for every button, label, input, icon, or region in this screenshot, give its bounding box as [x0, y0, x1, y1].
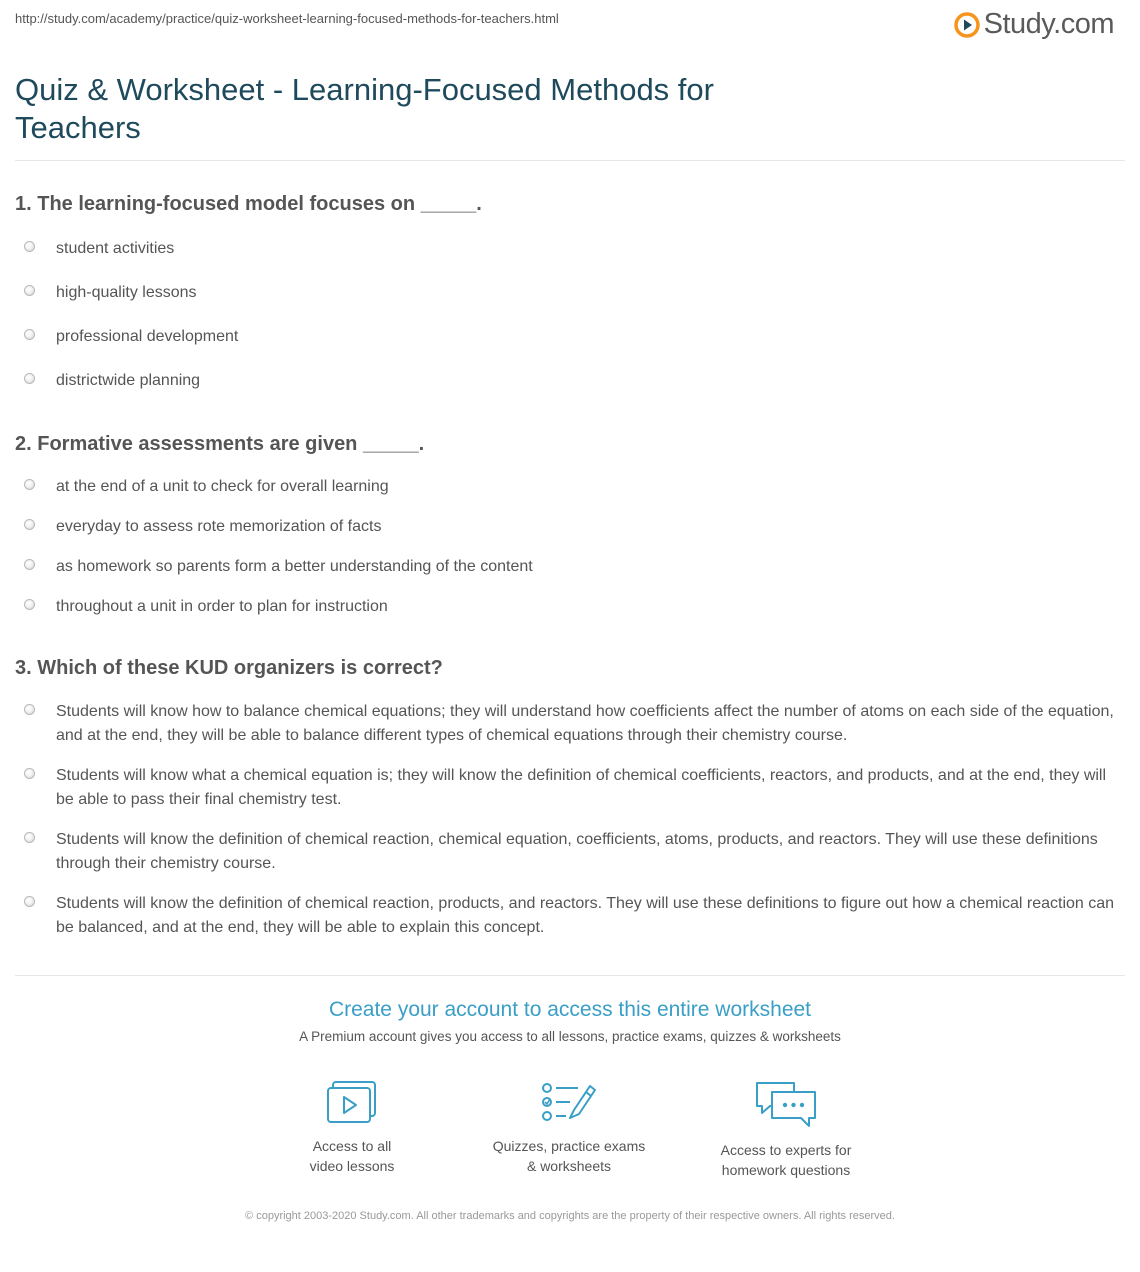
answer-text: Students will know how to balance chemical equations; they will understand how coefficients affect the number of atoms on each side of the equation, and at the end, they will be able to balance different types of chemical equations through their chemistry course.: [56, 703, 1114, 744]
radio-button[interactable]: [24, 285, 35, 296]
answer-option[interactable]: [15, 237, 1125, 261]
answer-option[interactable]: [15, 325, 1125, 349]
answer-option[interactable]: [15, 595, 1125, 619]
study-logo[interactable]: [954, 8, 1114, 41]
feature-label-line1: Access to all: [312, 1138, 392, 1154]
answer-option[interactable]: [15, 555, 1125, 579]
radio-button[interactable]: [24, 704, 35, 715]
answer-text: Students will know the definition of chemical reaction, products, and reactors. They will use these definitions to figure out how a chemical reaction can be balanced, and at the end, they will be able to explain this concept.: [56, 895, 1115, 936]
question-title: 3. Which of these KUD organizers is correct?: [15, 657, 443, 679]
answer-text: professional development: [56, 328, 239, 345]
answer-option[interactable]: [15, 475, 1125, 499]
answer-option[interactable]: [15, 764, 1125, 812]
answer-text: as homework so parents form a better understanding of the content: [56, 558, 533, 575]
radio-button[interactable]: [24, 373, 35, 384]
promo-subtitle: A Premium account gives you access to all lessons, practice exams, quizzes & worksheets: [299, 1029, 841, 1044]
radio-button[interactable]: [24, 519, 35, 530]
radio-button[interactable]: [24, 599, 35, 610]
page-url: http://study.com/academy/practice/quiz-worksheet-learning-focused-methods-for-teachers.html: [15, 11, 559, 26]
logo-text: Study.com: [983, 8, 1114, 40]
answer-text: high-quality lessons: [56, 284, 197, 301]
answer-option[interactable]: [15, 369, 1125, 393]
create-account-link[interactable]: Create your account to access this entire worksheet: [328, 998, 812, 1021]
answer-text: at the end of a unit to check for overall learning: [56, 478, 389, 495]
radio-button[interactable]: [24, 329, 35, 340]
feature-experts: [696, 1080, 876, 1180]
radio-button[interactable]: [24, 768, 35, 779]
title-divider: [15, 160, 1125, 161]
radio-button[interactable]: [24, 896, 35, 907]
feature-label-line1: Quizzes, practice exams: [492, 1138, 646, 1154]
feature-label-line2: video lessons: [309, 1158, 395, 1174]
play-circle-logo-icon: [954, 12, 980, 38]
chat-bubbles-icon: [754, 1080, 818, 1130]
question-1: [15, 193, 1125, 389]
answer-option[interactable]: [15, 892, 1125, 940]
radio-button[interactable]: [24, 559, 35, 570]
radio-button[interactable]: [24, 479, 35, 490]
question-title: 2. Formative assessments are given _____.: [15, 433, 425, 455]
answer-text: districtwide planning: [56, 372, 201, 389]
feature-video-lessons: [262, 1080, 442, 1176]
page-title: Quiz & Worksheet - Learning-Focused Methods for Teachers: [15, 72, 714, 145]
answer-text: Students will know what a chemical equation is; they will know the definition of chemical coefficients, reactors, and products, and at the end, they will be able to pass their final chemistry test.: [56, 767, 1107, 808]
radio-button[interactable]: [24, 241, 35, 252]
feature-label-line2: homework questions: [721, 1162, 851, 1178]
feature-quizzes: [479, 1080, 659, 1176]
section-divider: [15, 975, 1125, 976]
answer-text: throughout a unit in order to plan for instruction: [56, 598, 388, 615]
question-3: [15, 657, 1125, 936]
copyright-text: © copyright 2003-2020 Study.com. All other trademarks and copyrights are the property of their respective owners. All rights reserved.: [245, 1210, 895, 1222]
feature-label-line1: Access to experts for: [720, 1142, 852, 1158]
question-title: 1. The learning-focused model focuses on _____.: [15, 193, 482, 215]
answer-option[interactable]: [15, 828, 1125, 876]
feature-label-line2: & worksheets: [526, 1158, 612, 1174]
answer-text: everyday to assess rote memorization of facts: [56, 518, 382, 535]
answer-text: Students will know the definition of chemical reaction, chemical equation, coefficients, atoms, products, and reactors. They will use these definitions through their chemistry course.: [56, 831, 1098, 872]
question-2: [15, 433, 1125, 615]
quiz-checklist-icon: [540, 1080, 598, 1126]
answer-text: student activities: [56, 240, 175, 257]
answer-option[interactable]: [15, 515, 1125, 539]
answer-option[interactable]: [15, 281, 1125, 305]
answer-option[interactable]: [15, 700, 1125, 748]
radio-button[interactable]: [24, 832, 35, 843]
video-icon: [326, 1080, 378, 1126]
